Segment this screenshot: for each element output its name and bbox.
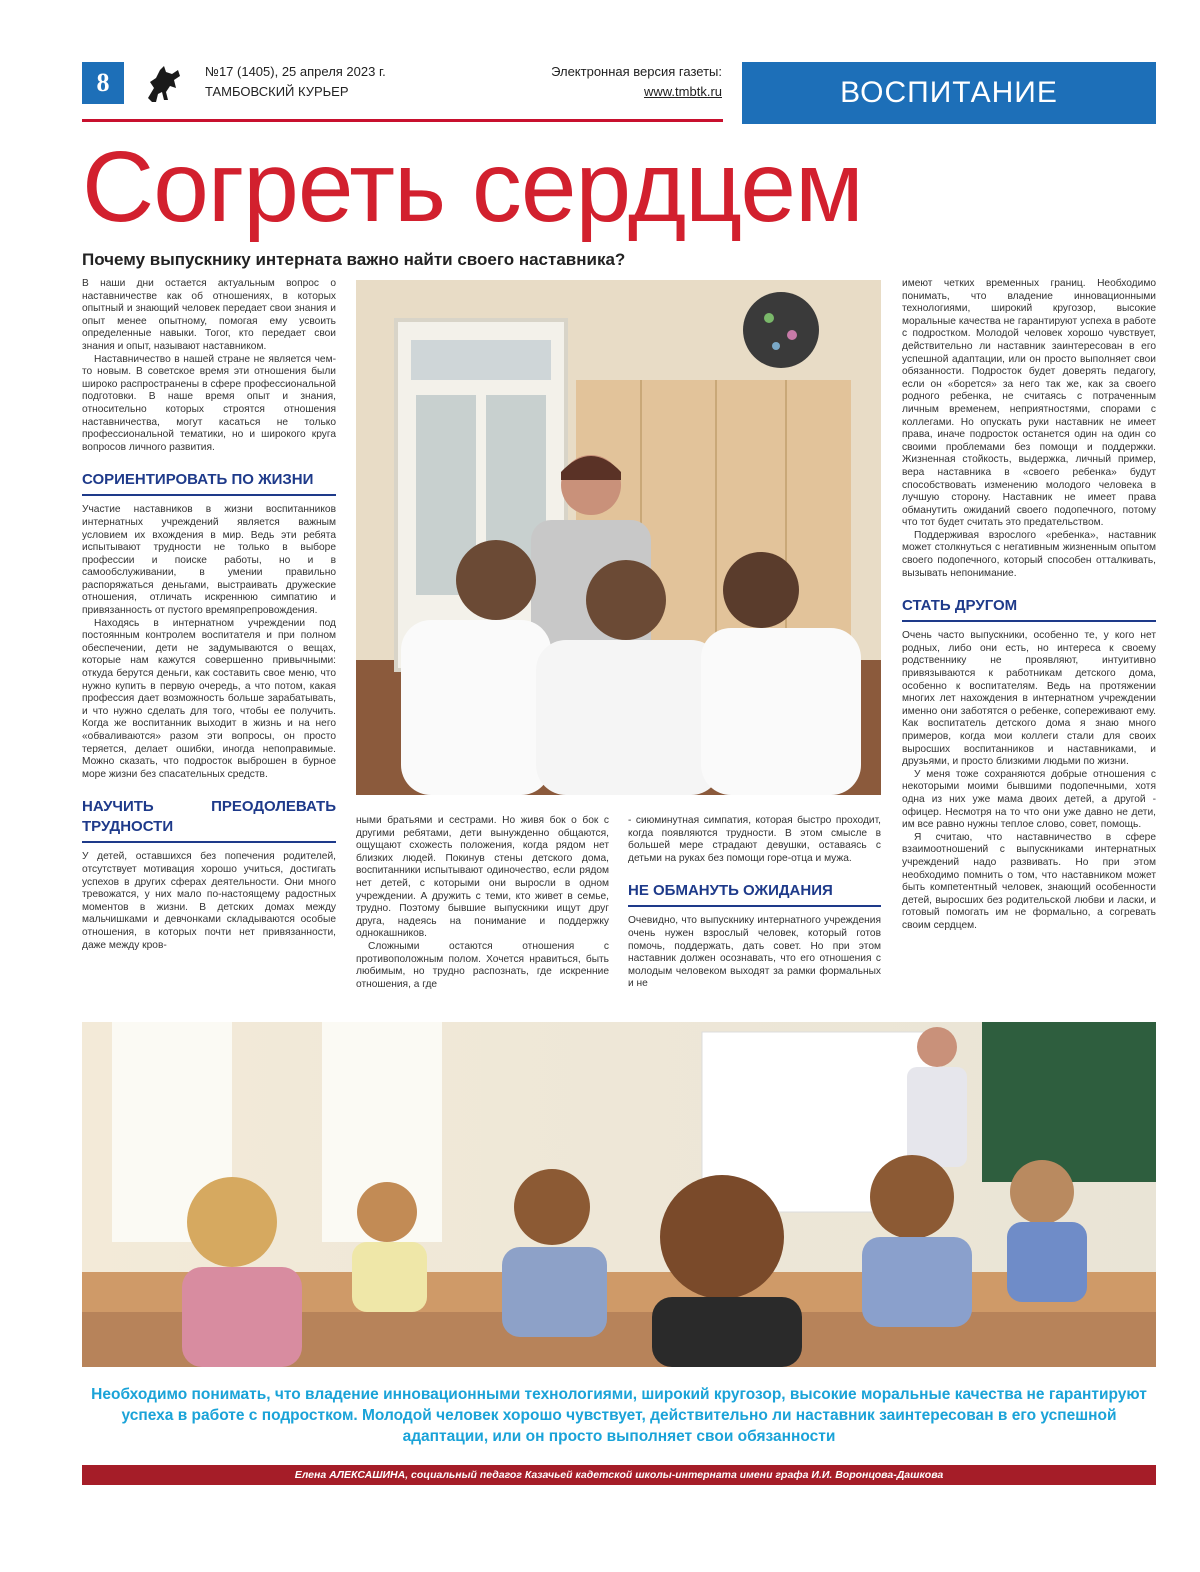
section-heading: СОРИЕНТИРОВАТЬ ПО ЖИЗНИ [82, 470, 336, 496]
paragraph: ными братьями и сестрами. Но живя бок о бок с другими ребятами, дети вынужденно общаются, ощущают схожесть положения, когда рядом нет близких людей. Покинув стены детского дома, воспитанники испытывают одиночество, если рядом нет детей, с которыми они выросли в одном учреждении. А дружить с теми, кто живет в семье, трудно. Поэтому бывшие выпускники ищут друг друга, надеясь на понимание и поддержку однокашников. [356, 815, 609, 940]
eversion-label: Электронная версия газеты: [551, 64, 722, 79]
section-heading: НЕ ОБМАНУТЬ ОЖИДАНИЯ [628, 881, 881, 907]
section-title: ВОСПИТАНИЕ [742, 62, 1156, 124]
pull-quote: Необходимо понимать, что владение инновационными технологиями, широкий кругозор, высокие моральные качества не гарантируют успеха в работе с подростком. Молодой человек хорошо чувствует, действительно ли наставник заинтересован в его успешной адаптации, или он просто выполняет свои обязанности [91, 1386, 1147, 1445]
section-heading: СТАТЬ ДРУГОМ [902, 596, 1156, 622]
section-heading: НАУЧИТЬ ПРЕОДОЛЕВАТЬ ТРУДНОСТИ [82, 797, 336, 843]
column-2 [356, 815, 609, 991]
paragraph: Очень часто выпускники, особенно те, у кого нет родных, либо они есть, но интереса к своему родственнику не проявляют, интуитивно привязываются к работникам детского дома, особенно к воспитателям. Ведь на протяжении многих лет нахождения в интернатном учреждении именно они заботятся о ребенке, сопереживают ему. Как воспитатель детского дома я знаю много примеров, когда мои коллеги стали для своих выросших воспитанников и наставниками, и друзьями, и просто близкими людьми по жизни. [902, 630, 1156, 768]
paragraph: имеют четких временных границ. Необходимо понимать, что владение инновационными технологиями, широкий кругозор, высокие моральные качества не гарантируют успеха в работе с подростком. Молодой человек хорошо чувствует, действительно ли наставник заинтересован в его успешной адаптации, или он просто выполняет свои обязанности. Подросток будет доверять педагогу, если он «борется» за него так же, как за своего родного ребенка, не считаясь с потраченным личным временем, неприятностями, спорами с коллегами. Но опускать руки наставник не имеет права, иначе подросток останется один на один со своими проблемами без помощи и поддержки. Жизненная стойкость, выдержка, личный пример, вера наставника в «своего ребенка» будут способствовать изменению молодого человека в лучшую сторону. Наставник не имеет права обманутить ожиданий своего подопечного, потому что тот будет считать это предательством. [902, 278, 1156, 529]
teacher-with-students-photo [356, 280, 881, 795]
author-byline: Елена АЛЕКСАШИНА, социальный педагог Казачьей кадетской школы-интерната имени графа И.И. Воронцова-Дашкова [82, 1465, 1156, 1485]
issue-info [205, 62, 386, 102]
page-number: 8 [82, 62, 124, 104]
paragraph: Находясь в интернатном учреждении под постоянным контролем воспитателя и при полном обеспечении, дети не задумываются о вещах, которые нам кажутся совершенно привычными: откуда берутся деньги, как составить свое меню, что нужно купить в первую очередь, а что потом, какая профессия дает возможность больше зарабатывать, и что нужно сделать для того, чтобы ее получить. Когда же воспитанник выходит в жизнь и на него «обваливаются» разом эти вопросы, он просто теряется, делает ошибки, иногда непоправимые. Можно сказать, что подросток выброшен в бурное море жизни без спасательных средств. [82, 617, 336, 780]
paragraph: Сложными остаются отношения с противоположным полом. Хочется нравиться, быть любимым, но трудно распознать, где искренние отношения, а где [356, 940, 609, 990]
article-headline: Согреть сердцем [82, 131, 863, 243]
header-rule [82, 119, 723, 122]
paragraph: Поддерживая взрослого «ребенка», наставник может столкнуться с негативным жизненным опытом своего подопечного, который способен отталкивать, вызывать непонимание. [902, 529, 1156, 579]
eversion-link[interactable]: www.tmbtk.ru [643, 84, 722, 99]
column-4 [902, 278, 1156, 933]
column-1 [82, 278, 336, 952]
issue-date: №17 (1405), 25 апреля 2023 г. [205, 64, 386, 79]
paragraph: Наставничество в нашей стране не является чем-то новым. В советское время эти отношения были широко распространены в сфере профессиональной подготовки. В наше время опыт и знания, относительно которых строятся отношения наставничества, могут касаться не только профессиональной тематики, но и широкого круга вопросов личного развития. [82, 353, 336, 453]
paragraph: В наши дни остается актуальным вопрос о наставничестве как об отношениях, в которых опытный и знающий человек передает свои знания и опыт менее опытному, помогая ему усвоить определенные навыки. Тогог, кто передает свои знания и опыт, называют наставником. [82, 278, 336, 352]
column-3 [628, 815, 881, 991]
classroom-photo [82, 1022, 1156, 1367]
paragraph: - сиюминутная симпатия, которая быстро проходит, когда появляются трудности. В этом смысле в большей мере страдают девушки, оставаясь с детьми на руках без помощи горе-отца и мужа. [628, 815, 881, 864]
paragraph: У детей, оставшихся без попечения родителей, отсутствует мотивация хорошо учиться, достигать успехов в других сферах деятельности. Они много тревожатся, у них мало по-настоящему радостных моментов в жизни. В детских домах между мальчишками и девчонками складываются особые отношения, в которых почти нет привязанности, даже между кров- [82, 851, 336, 951]
paragraph: У меня тоже сохраняются добрые отношения с некоторыми моими бывшими подопечными, хотя одна из них уже мама двоих детей, а другой - офицер. Несмотря на то что они уже давно не дети, им все равно нужны теплое слово, совет, помощь. [902, 768, 1156, 831]
paragraph: Очевидно, что выпускнику интернатного учреждения очень нужен взрослый человек, который готов помочь, поддержать, дать совет. Но при этом наставник должен осознавать, что его отношения с молодым человеком выходят за рамки формальных и не [628, 915, 881, 990]
publication-name: ТАМБОВСКИЙ КУРЬЕР [205, 84, 349, 99]
paragraph: Участие наставников в жизни воспитанников интернатных учреждений является важным условием их вхождения в мир. Ведь эти ребята испытывают трудности не только в выборе профессии и поиске работы, но и в самообслуживании, в умении правильно распоряжаться деньгами, выстраивать дружеские отношения, отличать искреннюю симпатию и привязанность от пустого времяпрепровождения. [82, 504, 336, 617]
article-subhead: Почему выпускнику интерната важно найти своего наставника? [82, 250, 626, 269]
electronic-version [500, 62, 722, 102]
horse-rider-logo-icon [140, 58, 188, 106]
paragraph: Я считаю, что наставничество в сфере взаимоотношений с выпускниками интернатных учреждений надо развивать. Но при этом необходимо помнить о том, что наставником может быть компетентный человек, знающий особенности детей, выросших без родительской любви и ласки, и готовый помогать им не формально, а согревать своим сердцем. [902, 831, 1156, 931]
